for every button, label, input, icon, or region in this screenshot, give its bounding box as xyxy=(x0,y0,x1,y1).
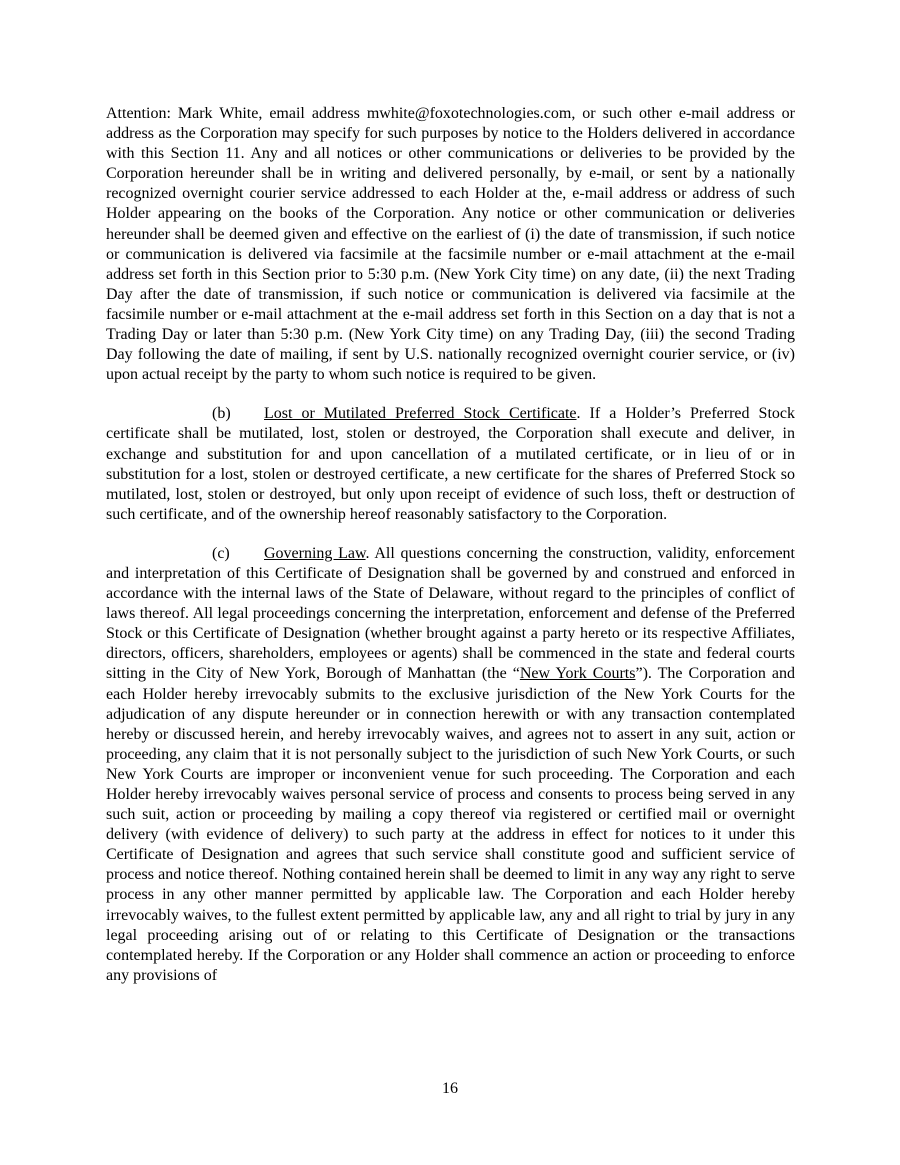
defined-term-new-york-courts: New York Courts xyxy=(519,665,636,683)
paragraph-lost-certificate xyxy=(106,404,795,525)
paragraph-governing-law-body-start: . All questions concerning the construction, validity, enforcement and interpretation of this Certificate of Designation shall be governed by and construed and enforced in accordance with the internal laws of the State of Delaware, without regard to the principles of conflict of laws thereof. All legal proceedings concerning the interpretation, enforcement and defense of the Preferred Stock or this Certificate of Designation (whether brought against a party hereto or its respective Affiliates, directors, officers, shareholders, employees or agents) shall be commenced in the state and federal courts sitting in the City of New York, Borough of Manhattan (the “ xyxy=(106,544,795,683)
section-heading-lost-certificate: Lost or Mutilated Preferred Stock Certificate xyxy=(264,405,577,423)
paragraph-governing-law xyxy=(106,544,795,986)
paragraph-lost-certificate-body: . If a Holder’s Preferred Stock certificate shall be mutilated, lost, stolen or destroyed, the Corporation shall execute and deliver, in exchange and substitution for and upon cancellation of a mutilated certificate, or in lieu of or in substitution for a lost, stolen or destroyed certificate, a new certificate for the shares of Preferred Stock so mutilated, lost, stolen or destroyed, but only upon receipt of evidence of such loss, theft or destruction of such certificate, and of the ownership hereof reasonably satisfactory to the Corporation. xyxy=(106,405,795,523)
section-heading-governing-law: Governing Law xyxy=(264,544,366,562)
section-label-c: (c) xyxy=(212,544,230,562)
page-number: 16 xyxy=(442,1080,458,1097)
paragraph-notices-continuation: Attention: Mark White, email address mwhite@foxotechnologies.com, or such other e-mail address or address as the Corporation may specify for such purposes by notice to the Holders delivered in accordance with this Section 11. Any and all notices or other communications or deliveries to be provided by the Corporation hereunder shall be in writing and delivered personally, by e-mail, or sent by a nationally recognized overnight courier service addressed to each Holder at the, e-mail address or address of such Holder appearing on the books of the Corporation. Any notice or other communication or deliveries hereunder shall be deemed given and effective on the earliest of (i) the date of transmission, if such notice or communication is delivered via facsimile at the facsimile number or e-mail attachment at the e-mail address set forth in this Section prior to 5:30 p.m. (New York City time) on any date, (ii) the next Trading Day after the date of transmission, if such notice or communication is delivered via facsimile at the facsimile number or e-mail attachment at the e-mail address set forth in this Section on a day that is not a Trading Day or later than 5:30 p.m. (New York City time) on any Trading Day, (iii) the second Trading Day following the date of mailing, if sent by U.S. nationally recognized overnight courier service, or (iv) upon actual receipt by the party to whom such notice is required to be given. xyxy=(106,105,795,384)
document-page xyxy=(106,104,795,986)
section-label-b: (b) xyxy=(212,405,231,423)
paragraph-governing-law-body-end: ”). The Corporation and each Holder hereby irrevocably submits to the exclusive jurisdiction of the New York Courts for the adjudication of any dispute hereunder or in connection herewith or with any transaction contemplated hereby or discussed herein, and hereby irrevocably waives, and agrees not to assert in any suit, action or proceeding, any claim that it is not personally subject to the jurisdiction of such New York Courts, or such New York Courts are improper or inconvenient venue for such proceeding. The Corporation and each Holder hereby irrevocably waives personal service of process and consents to process being served in any such suit, action or proceeding by mailing a copy thereof via registered or certified mail or overnight delivery (with evidence of delivery) to such party at the address in effect for notices to it under this Certificate of Designation and agrees that such service shall constitute good and sufficient service of process and notice thereof. Nothing contained herein shall be deemed to limit in any way any right to serve process in any other manner permitted by applicable law. The Corporation and each Holder hereby irrevocably waives, to the fullest extent permitted by applicable law, any and all right to trial by jury in any legal proceeding arising out of or relating to this Certificate of Designation or the transactions contemplated hereby. If the Corporation or any Holder shall commence an action or proceeding to enforce any provisions of xyxy=(106,665,796,984)
